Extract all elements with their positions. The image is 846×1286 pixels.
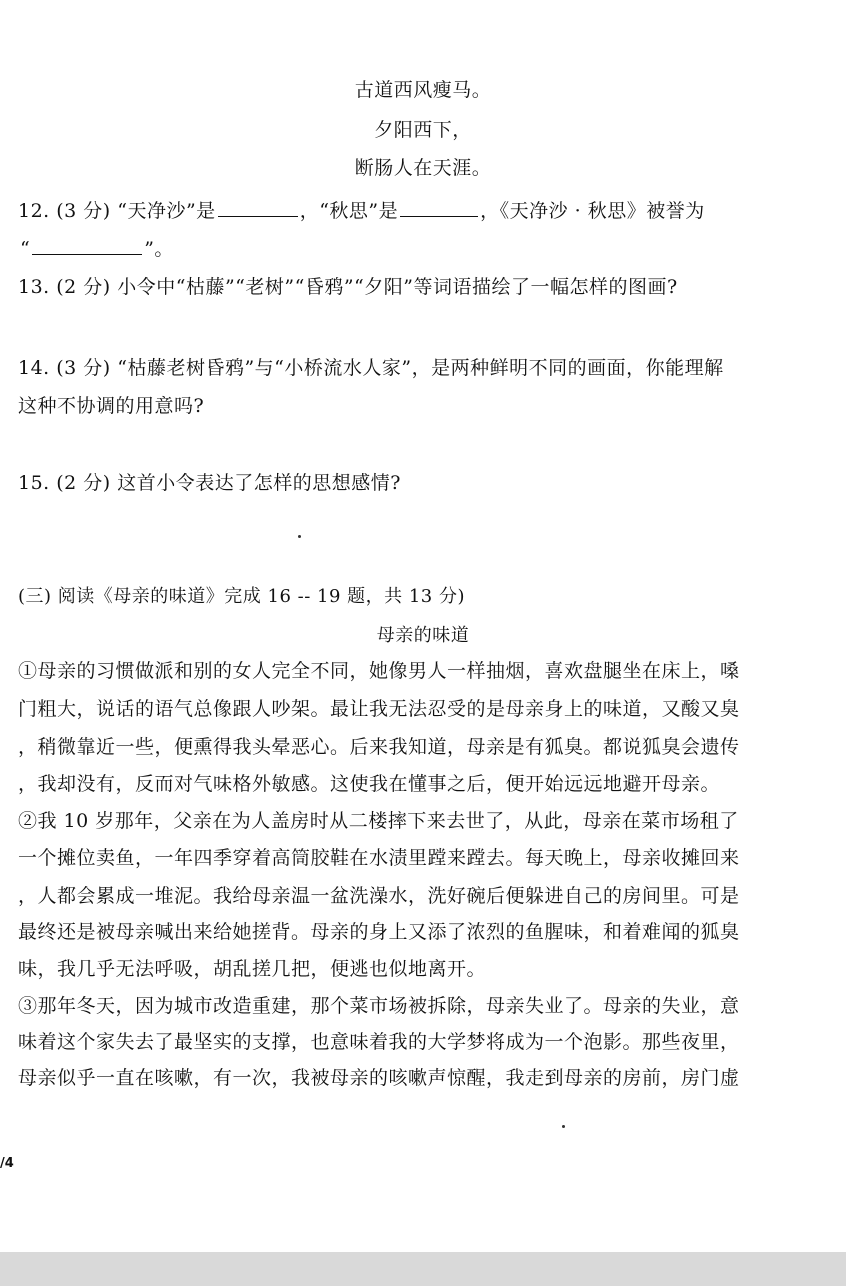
- passage-p1-line-3: ，稍微靠近一些，便熏得我头晕恶心。后来我知道，母亲是有狐臭。都说狐臭会遗传: [18, 736, 740, 758]
- passage-p2-line-5: 味，我几乎无法呼吸，胡乱搓几把，便逃也似地离开。: [18, 958, 487, 980]
- passage-p3-line-2: 味着这个家失去了最坚实的支撑，也意味着我的大学梦将成为一个泡影。那些夜里，: [18, 1031, 740, 1053]
- q12-text-3: ，《天净沙 · 秋思》被誉为: [480, 200, 705, 222]
- passage-title: 母亲的味道: [376, 625, 470, 646]
- q12-blank-2[interactable]: [400, 198, 478, 217]
- page-number: /4: [0, 1156, 14, 1171]
- question-12-line-2: [20, 236, 174, 261]
- question-14-line-2: 这种不协调的用意吗?: [18, 395, 205, 417]
- passage-p1-line-1: ①母亲的习惯做派和别的女人完全不同，她像男人一样抽烟，喜欢盘腿坐在床上，嗓: [18, 660, 740, 682]
- passage-p2-line-2: 一个摊位卖鱼，一年四季穿着高筒胶鞋在水渍里蹚来蹚去。每天晚上，母亲收摊回来: [18, 847, 740, 869]
- viewer-bottom-bar: [0, 1252, 846, 1286]
- passage-p1-line-4: ，我却没有，反而对气味格外敏感。这使我在懂事之后，便开始远远地避开母亲。: [18, 773, 721, 795]
- poem-line-1: 古道西风瘦马。: [354, 79, 492, 101]
- question-14-line-1: 14. (3 分) “枯藤老树昏鸦”与“小桥流水人家”，是两种鲜明不同的画面，你能理解: [18, 357, 724, 379]
- scan-speck: [298, 535, 301, 538]
- section-3-heading: (三) 阅读《母亲的味道》完成 16 -- 19 题，共 13 分): [18, 586, 465, 607]
- q12-quote-open: “: [20, 238, 31, 260]
- passage-p2-line-4: 最终还是被母亲喊出来给她搓背。母亲的身上又添了浓烈的鱼腥味，和着难闻的狐臭: [18, 921, 740, 943]
- question-15: 15. (2 分) 这首小令表达了怎样的思想感情?: [18, 472, 401, 494]
- scan-speck-2: [562, 1125, 565, 1128]
- passage-p2-line-1: ②我 10 岁那年，父亲在为人盖房时从二楼摔下来去世了，从此，母亲在菜市场租了: [18, 810, 739, 832]
- passage-p1-line-2: 门粗大，说话的语气总像跟人吵架。最让我无法忍受的是母亲身上的味道，又酸又臭: [18, 698, 740, 720]
- poem-line-3: 断肠人在天涯。: [354, 157, 492, 179]
- passage-p3-line-3: 母亲似乎一直在咳嗽，有一次，我被母亲的咳嗽声惊醒，我走到母亲的房前，房门虚: [18, 1067, 740, 1089]
- question-13: 13. (2 分) 小令中“枯藤”“老树”“昏鸦”“夕阳”等词语描绘了一幅怎样的图画?: [18, 276, 678, 298]
- q12-quote-close: ”。: [144, 238, 174, 260]
- q12-text-1: 12. (3 分) “天净沙”是: [18, 200, 216, 222]
- q12-blank-1[interactable]: [218, 198, 298, 217]
- passage-p3-line-1: ③那年冬天，因为城市改造重建，那个菜市场被拆除，母亲失业了。母亲的失业，意: [18, 995, 740, 1017]
- passage-p2-line-3: ，人都会累成一堆泥。我给母亲温一盆洗澡水，洗好碗后便躲进自己的房间里。可是: [18, 885, 740, 907]
- q12-blank-3[interactable]: [32, 236, 142, 255]
- question-12-line-1: [18, 198, 705, 223]
- q12-text-2: ，“秋思”是: [299, 200, 399, 222]
- poem-line-2: 夕阳西下，: [374, 119, 472, 141]
